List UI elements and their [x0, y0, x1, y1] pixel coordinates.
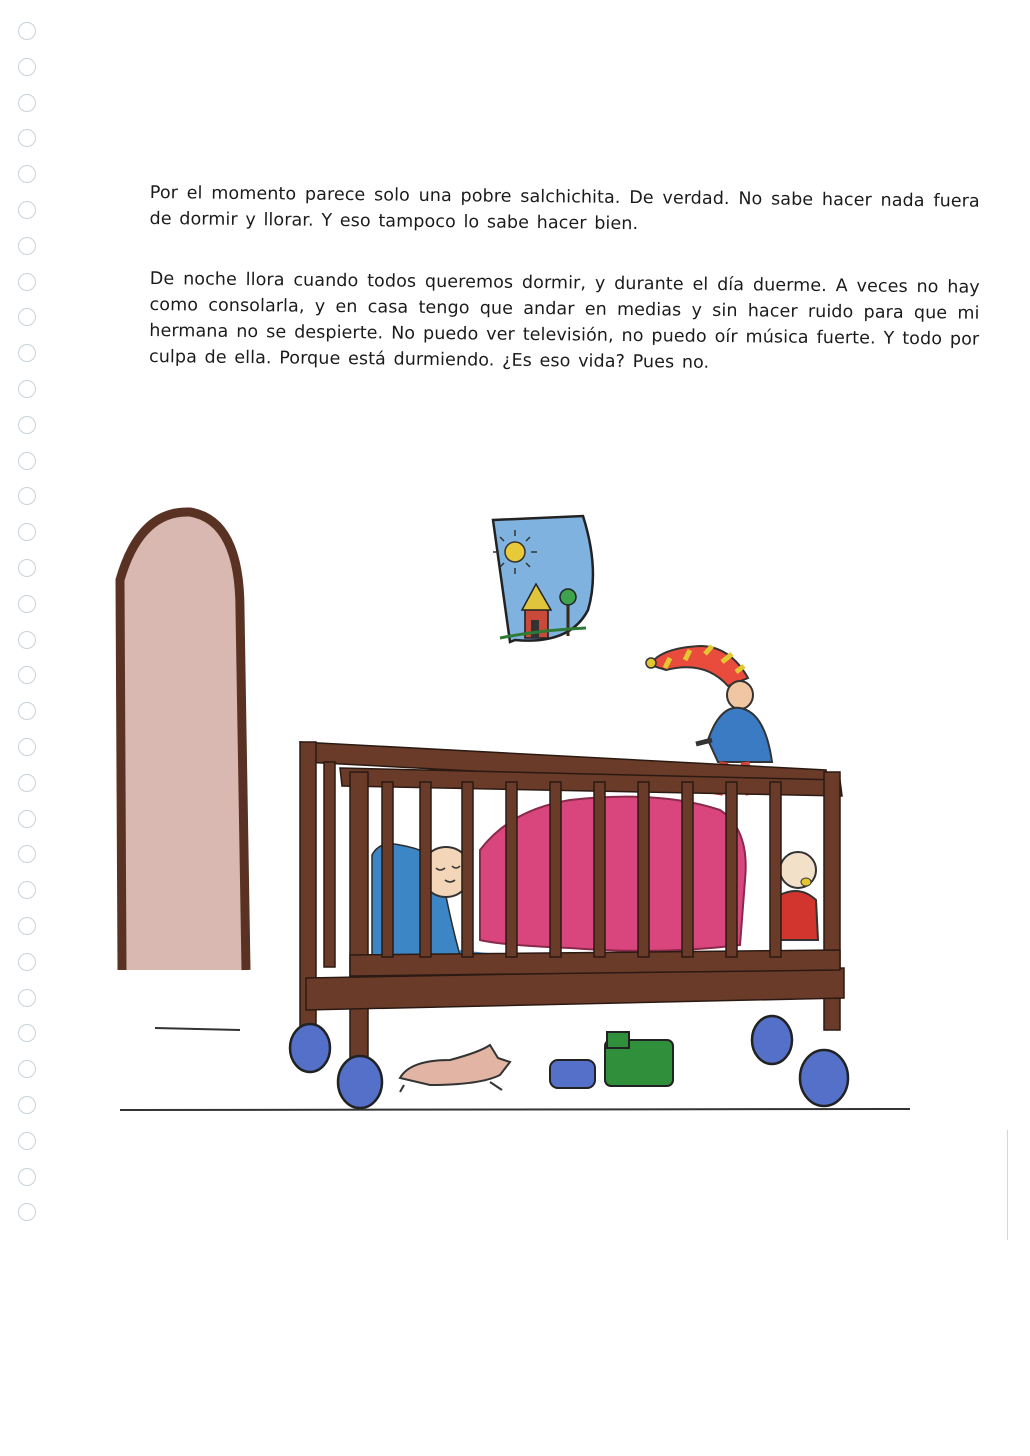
floor-mark: [155, 1028, 240, 1030]
teddy-bear: [776, 852, 818, 940]
binder-hole: [18, 989, 36, 1007]
illustration: [100, 500, 930, 1140]
toy-pig: [400, 1045, 510, 1092]
binder-hole: [18, 22, 36, 40]
binder-hole: [18, 58, 36, 76]
floor-line: [120, 1109, 910, 1110]
binder-hole: [18, 1168, 36, 1186]
binder-hole: [18, 845, 36, 863]
binder-hole: [18, 237, 36, 255]
binder-hole: [18, 452, 36, 470]
binder-hole: [18, 631, 36, 649]
binder-hole: [18, 1203, 36, 1221]
doorway: [120, 512, 246, 970]
binder-hole: [18, 774, 36, 792]
binder-hole: [18, 94, 36, 112]
binder-hole: [18, 308, 36, 326]
page-edge-mark: [1007, 1130, 1008, 1240]
binder-hole: [18, 1060, 36, 1078]
paragraph-1: Por el momento parece solo una pobre salchichita. De verdad. No sabe hacer nada fuera de dormir y llorar. Y eso tampoco lo sabe hacer bien.: [149, 182, 980, 235]
binder-hole: [18, 523, 36, 541]
binder-hole: [18, 810, 36, 828]
binder-hole: [18, 1096, 36, 1114]
binder-hole: [18, 1132, 36, 1150]
binder-hole: [18, 129, 36, 147]
binder-hole: [18, 702, 36, 720]
binder-hole: [18, 917, 36, 935]
binder-hole: [18, 559, 36, 577]
binder-hole: [18, 666, 36, 684]
binder-hole: [18, 380, 36, 398]
binder-hole: [18, 881, 36, 899]
binder-hole: [18, 416, 36, 434]
binder-hole: [18, 165, 36, 183]
pink-blanket: [480, 797, 746, 951]
paragraph-2: De noche llora cuando todos queremos dormir, y durante el día duerme. A veces no hay como consolarla, y en casa tengo que andar en medias y sin hacer ruido para que mi hermana no se despierte. No puedo ver televisión, no puedo oír música fuerte. Y todo por culpa de ella. Porque está durmiendo. ¿Es eso vida? Pues no.: [148, 268, 980, 373]
binder-hole: [18, 595, 36, 613]
binder-hole: [18, 273, 36, 291]
binder-hole: [18, 487, 36, 505]
binder-hole: [18, 344, 36, 362]
binder-hole: [18, 201, 36, 219]
toy-train: [550, 1032, 673, 1088]
binder-hole: [18, 953, 36, 971]
wall-picture: [493, 516, 593, 642]
binder-hole: [18, 738, 36, 756]
binder-hole: [18, 1024, 36, 1042]
binder-holes: [18, 22, 42, 1232]
